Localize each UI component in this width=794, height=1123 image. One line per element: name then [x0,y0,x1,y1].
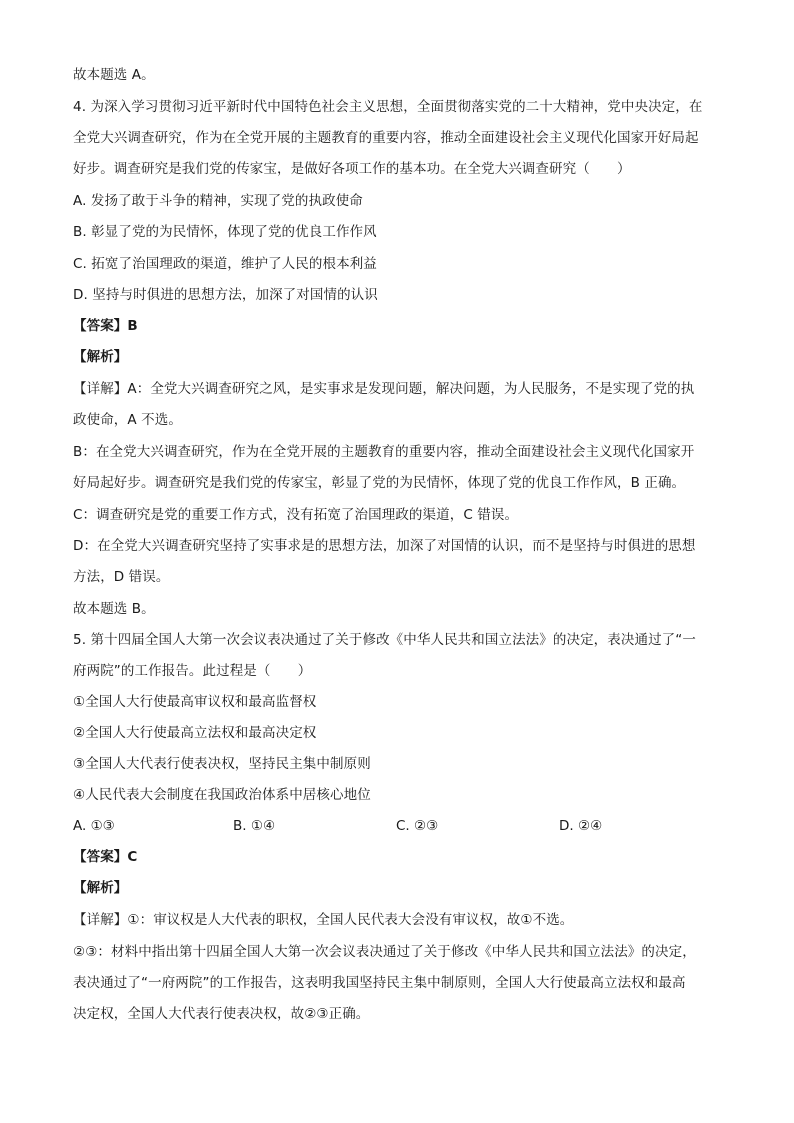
question-4-option-c: C. 拓宽了治国理政的渠道，维护了人民的根本利益 [73,256,377,272]
explanation-line: ②③：材料中指出第十四届全国人大第一次会议表决通过了关于修改《中华人民共和国立法法》的决定， [73,944,696,960]
analysis-label: 【解析】 [73,880,128,896]
question-5-option-d: D. ②④ [559,818,603,834]
explanation-line: B：在全党大兴调查研究，作为在全党开展的主题教育的重要内容，推动全面建设社会主义现代化国家开 [73,444,695,460]
question-5-option-b: B. ①④ [233,818,276,834]
question-4-stem: 全党大兴调查研究，作为在全党开展的主题教育的重要内容，推动全面建设社会主义现代化国家开好局起 [73,130,699,146]
question-5-statement: ②全国人大行使最高立法权和最高决定权 [73,725,317,741]
explanation-line: 方法，D 错误。 [73,569,170,585]
question-5-option-c: C. ②③ [396,818,439,834]
question-5-statement: ①全国人大行使最高审议权和最高监督权 [73,694,317,710]
question-4-option-d: D. 坚持与时俱进的思想方法，加深了对国情的认识 [73,287,378,303]
question-4-option-a: A. 发扬了敢于斗争的精神，实现了党的执政使命 [73,193,363,209]
text-line: 故本题选 B。 [73,601,155,617]
explanation-line: C：调查研究是党的重要工作方式，没有拓宽了治国理政的渠道，C 错误。 [73,507,519,523]
explanation-line: D：在全党大兴调查研究坚持了实事求是的思想方法，加深了对国情的认识，而不是坚持与时俱进的思想 [73,538,696,554]
question-5-option-a: A. ①③ [73,818,115,834]
explanation-line: 决定权，全国人大代表行使表决权，故②③正确。 [73,1006,370,1022]
text-line: 故本题选 A。 [73,67,155,83]
question-5-stem: 府两院”的工作报告。此过程是（ ） [73,663,312,679]
explanation-line: 表决通过了“一府两院”的工作报告，这表明我国坚持民主集中制原则，全国人大行使最高立法权和最高 [73,975,686,991]
explanation-line: 好局起好步。调查研究是我们党的传家宝，彰显了党的为民情怀，体现了党的优良工作作风，B 正确。 [73,475,686,491]
question-4-stem: 好步。调查研究是我们党的传家宝，是做好各项工作的基本功。在全党大兴调查研究（ ） [73,161,631,177]
answer-label: 【答案】C [73,849,138,865]
explanation-line: 政使命，A 不选。 [73,412,182,428]
question-5-statement: ③全国人大代表行使表决权，坚持民主集中制原则 [73,756,371,772]
explanation-line: 【详解】①：审议权是人大代表的职权，全国人民代表大会没有审议权，故①不选。 [73,912,574,928]
answer-label: 【答案】B [73,318,138,334]
analysis-label: 【解析】 [73,349,128,365]
explanation-line: 【详解】A：全党大兴调查研究之风，是实事求是发现问题，解决问题，为人民服务，不是实现了党的执 [73,381,695,397]
question-4-option-b: B. 彰显了党的为民情怀，体现了党的优良工作作风 [73,224,377,240]
question-4-stem: 4. 为深入学习贯彻习近平新时代中国特色社会主义思想，全面贯彻落实党的二十大精神，党中央决定，在 [73,99,703,115]
question-5-stem: 5. 第十四届全国人大第一次会议表决通过了关于修改《中华人民共和国立法法》的决定，表决通过了“一 [73,632,696,648]
question-5-statement: ④人民代表大会制度在我国政治体系中居核心地位 [73,787,371,803]
